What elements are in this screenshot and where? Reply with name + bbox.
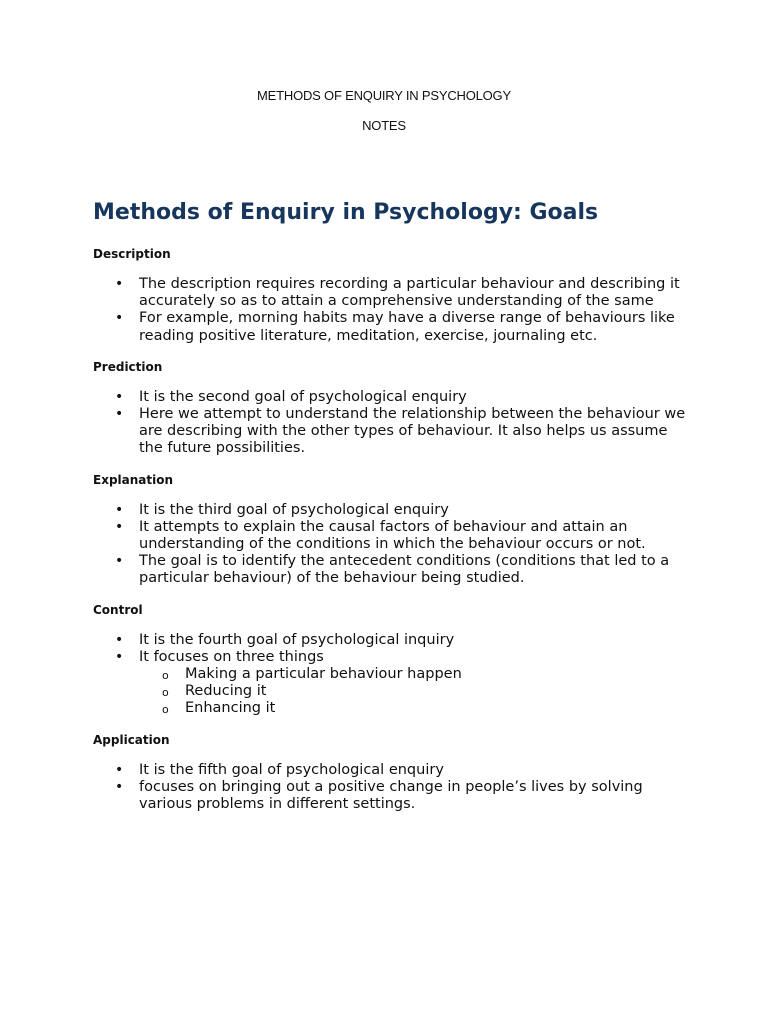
sub-list-item (162, 700, 693, 717)
document-body (93, 246, 693, 827)
sub-list-item-text: Enhancing it (185, 700, 276, 717)
section-label-control: Control (93, 602, 143, 617)
explanation-list (93, 502, 693, 588)
bullet-icon: • (115, 518, 124, 535)
list-item (115, 553, 693, 587)
sub-bullet-icon: o (162, 669, 169, 683)
description-list (93, 276, 693, 345)
list-item (115, 761, 693, 779)
bullet-icon: • (115, 761, 124, 778)
sub-list-item (162, 683, 693, 700)
section-label-explanation: Explanation (93, 472, 174, 487)
control-sub-list (139, 666, 693, 718)
sub-list-item-text: Reducing it (185, 683, 267, 700)
list-item-text: It is the fourth goal of psychological inquiry (139, 631, 455, 648)
sub-bullet-icon: o (162, 703, 169, 717)
list-item (115, 631, 693, 649)
document-subtitle: NOTES (362, 118, 406, 133)
bullet-icon: • (115, 778, 124, 795)
bullet-icon: • (115, 501, 124, 518)
list-item (115, 388, 693, 406)
application-list (93, 762, 693, 814)
list-item (115, 648, 693, 718)
bullet-icon: • (115, 310, 124, 327)
list-item-text: For example, morning habits may have a diverse range of behaviours like reading positive literature, meditation, exercise, journaling etc. (139, 310, 675, 344)
control-list (93, 632, 693, 718)
list-item-text: The description requires recording a particular behaviour and describing it accurately so as to attain a comprehensive understanding of the same (139, 276, 680, 310)
document-title: METHODS OF ENQUIRY IN PSYCHOLOGY (257, 88, 511, 103)
list-item (115, 406, 693, 458)
list-item (115, 276, 693, 310)
list-item-text: It is the fifth goal of psychological enquiry (139, 761, 444, 778)
list-item-text: It is the second goal of psychological enquiry (139, 388, 467, 405)
list-item-text: It attempts to explain the causal factors of behaviour and attain an understanding of the conditions in which the behaviour occurs or not. (139, 518, 646, 553)
section-heading: Methods of Enquiry in Psychology: Goals (93, 200, 599, 225)
prediction-list (93, 389, 693, 458)
list-item-text: It focuses on three things (139, 648, 324, 665)
list-item-text: It is the third goal of psychological enquiry (139, 501, 449, 518)
bullet-icon: • (115, 388, 124, 405)
list-item-text: Here we attempt to understand the relationship between the behaviour we are describing with the other types of behaviour. It also helps us assume the future possibilities. (139, 406, 686, 457)
bullet-icon: • (115, 406, 124, 423)
sub-list-item-text: Making a particular behaviour happen (185, 666, 462, 683)
section-label-application: Application (93, 732, 170, 747)
sub-list-item (162, 666, 693, 683)
bullet-icon: • (115, 648, 124, 665)
list-item (115, 501, 693, 519)
list-item (115, 778, 693, 813)
list-item-text: The goal is to identify the antecedent conditions (conditions that led to a particular behaviour) of the behaviour being studied. (139, 553, 670, 587)
list-item (115, 310, 693, 344)
section-label-description: Description (93, 247, 171, 261)
list-item-text: focuses on bringing out a positive change in people’s lives by solving various problems in different settings. (139, 778, 643, 813)
section-label-prediction: Prediction (93, 359, 163, 374)
sub-bullet-icon: o (162, 686, 169, 700)
bullet-icon: • (115, 631, 124, 648)
list-item (115, 518, 693, 553)
bullet-icon: • (115, 276, 124, 292)
bullet-icon: • (115, 553, 124, 570)
